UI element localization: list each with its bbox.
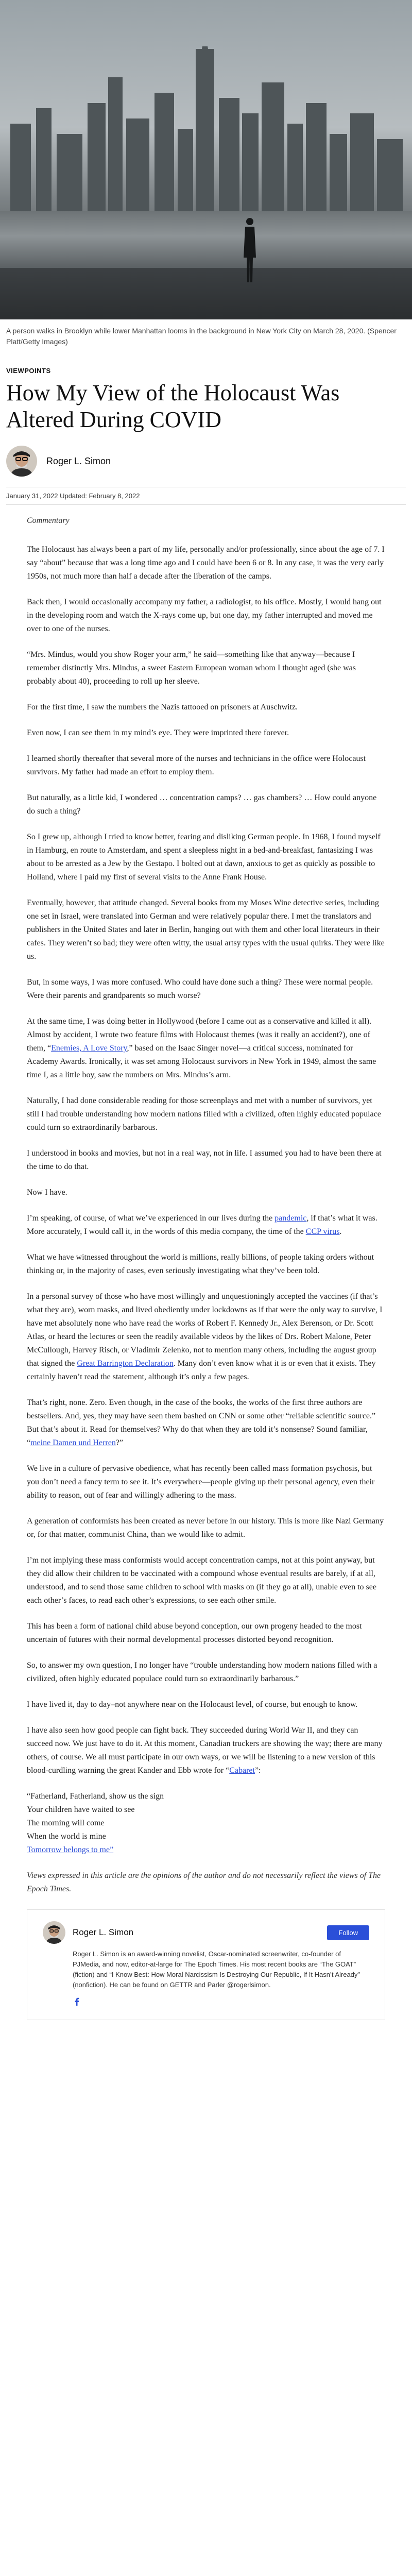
bio-text: Roger L. Simon is an award-winning novelist, Oscar-nominated screenwriter, co-founder of PJMedia, and now, editor-at-large for The Epoch Times. His most recent books are “The GOAT” (fiction) and “I Know Best: How Moral Narcissism Is Destroying Our Republic, If It Hasn’t Already” (nonfiction). He can be found on GETTR and Parler @rogerlsimon. xyxy=(73,1950,360,1989)
publish-dates: January 31, 2022 Updated: February 8, 2022 xyxy=(6,487,406,505)
facebook-icon[interactable] xyxy=(73,1997,81,2006)
author-name[interactable]: Roger L. Simon xyxy=(46,455,111,466)
paragraph: What we have witnessed throughout the world is millions, really billions, of people taking orders without thinking or, in the majority of cases, even seriously investigating what they’ve been told. xyxy=(27,1253,374,1275)
article-body xyxy=(0,505,412,2020)
cabaret-link[interactable]: Cabaret xyxy=(229,1766,255,1775)
paragraph: But, in some ways, I was more confused. Who could have done such a thing? These were normal people. Were their parents and grandparents so much worse? xyxy=(27,978,373,1000)
lyric-line: Your children have waited to see xyxy=(27,1805,135,1814)
lyric-line xyxy=(27,1843,385,1857)
paragraph xyxy=(27,1015,385,1082)
paragraph-text: I’m speaking, of course, of what we’ve experienced in our lives during the xyxy=(27,1214,275,1223)
hero-caption: A person walks in Brooklyn while lower Manhattan looms in the background in New York City on March 28, 2020. (Spencer Platt/Getty Images) xyxy=(6,327,397,346)
bio-identity xyxy=(43,1921,133,1944)
paragraph-text: ?” xyxy=(115,1438,124,1447)
author-avatar[interactable] xyxy=(6,446,37,477)
author-bio-card xyxy=(27,1909,385,2020)
paragraph-text: I have also seen how good people can fight back. They succeeded during World War II, and they can succeed now. We just have to do it. At this moment, Canadian truckers are showing the way; there are many others, of course. We all must participate in our own ways, or we will be listening to a new version of this blood-curdling warning the great Kander and Ebb wrote for “ xyxy=(27,1726,383,1775)
shoreline xyxy=(0,268,412,319)
paragraph: So, to answer my own question, I no longer have “trouble understanding how modern nations filled with a civilized, often highly educated populace could turn so extraordinarily barbarous.” xyxy=(27,1661,377,1683)
follow-button[interactable]: Follow xyxy=(327,1925,369,1940)
paragraph: Even now, I can see them in my mind’s eye. They were imprinted there forever. xyxy=(27,728,289,737)
river xyxy=(0,211,412,273)
paragraph-text: ”: xyxy=(254,1766,261,1775)
article-title: How My View of the Holocaust Was Altered During COVID xyxy=(6,380,340,432)
paragraph: A generation of conformists has been created as never before in our history. This is more like Nazi Germany or, for that matter, communist China, than we would like to admit. xyxy=(27,1517,384,1539)
great-barrington-declaration-link[interactable]: Great Barrington Declaration xyxy=(77,1359,174,1368)
paragraph: Back then, I would occasionally accompany my father, a radiologist, to his office. Mostly, I would hang out in the developing room and watch the X-rays come up, but one day, my father interrupted and moved me over to one of the nurses. xyxy=(27,598,382,633)
section-label[interactable]: VIEWPOINTS xyxy=(6,367,51,375)
song-lyrics xyxy=(27,1790,385,1857)
paragraph: Eventually, however, that attitude changed. Several books from my Moses Wine detective series, including one set in Israel, were translated into German and were relatively popular there. I met the translators and publishers in the United States and later in Berlin, hanging out with them and other local literateurs in their cafes. They weren’t so bad; they were often witty, the usual artsy types with the usual quirks. They were like us. xyxy=(27,899,385,961)
kicker-label: Commentary xyxy=(27,516,70,525)
bio-header xyxy=(43,1921,369,1944)
paragraph: For the first time, I saw the numbers the Nazis tattooed on prisoners at Auschwitz. xyxy=(27,703,298,711)
paragraph-text: . Many don’t even know what it is or even that it exists. They certainly haven’t read the statement, although it’s only a few pages. xyxy=(27,1359,376,1381)
lyric-line: When the world is mine xyxy=(27,1832,106,1841)
pandemic-link[interactable]: pandemic xyxy=(274,1214,307,1223)
manhattan-skyline-icon xyxy=(0,46,412,216)
bio-author-name[interactable]: Roger L. Simon xyxy=(73,1927,134,1937)
paragraph: So I grew up, although I tried to know better, fearing and disliking German people. In 1968, I found myself in Hamburg, en route to Amsterdam, and spent a sleepless night in a bed-and-breakfast, fantasizing I was about to be arrested as a Jew by the Gestapo. I bolted out at dawn, anxious to get as quickly as possible to Holland, where I paid my first of several visits to the Anne Frank House. xyxy=(27,833,381,882)
hero-image xyxy=(0,0,412,319)
paragraph: We live in a culture of pervasive obedience, what has recently been called mass formation psychosis, but you don’t need a fancy term to see it. It’s everywhere—people giving up their personal agency, even their ability to reason, out of fear and willingly adhering to the mass. xyxy=(27,1464,375,1500)
paragraph-text: ,” based on the Isaac Singer novel—a critical success, nominated for Academy Awards. Ironically, it was set among Holocaust survivors in New York in 1949, almost the same time I, as a little boy, saw the numbers on Mrs. Mindus’s arm. xyxy=(27,1044,376,1079)
paragraph xyxy=(27,1290,385,1384)
tomorrow-belongs-to-me-link[interactable]: Tomorrow belongs to me” xyxy=(27,1845,114,1854)
paragraph-text: , if that’s what it was. More accurately, I would call it, in the words of this media company, the time of the xyxy=(27,1214,377,1236)
bio-avatar[interactable] xyxy=(43,1921,65,1944)
paragraph-text: That’s right, none. Zero. Even though, in the case of the books, the works of the first three authors are bestsellers. And, yes, they may have seen them bashed on CNN or some other “reliable scientific source.” But that’s about it. Read for themselves? Why do that when they are told it’s nonsense? Sound familiar, “ xyxy=(27,1398,376,1447)
paragraph: This has been a form of national child abuse beyond conception, our own progeny headed to the most uncertain of futures with their normal developmental processes distorted beyond recognition. xyxy=(27,1622,362,1644)
paragraph: I have lived it, day to day–not anywhere near on the Holocaust level, of course, but enough to know. xyxy=(27,1700,358,1709)
paragraph: “Mrs. Mindus, would you show Roger your arm,” he said—something like that anyway—because I remember distinctly Mrs. Mindus, a sweet Eastern European woman whom I thought aged (she was probably about 40), proceeding to roll up her sleeve. xyxy=(27,650,356,686)
ccp-virus-link[interactable]: CCP virus xyxy=(305,1227,340,1236)
author-portrait-icon xyxy=(43,1921,65,1944)
paragraph: Now I have. xyxy=(27,1188,67,1197)
paragraph: I understood in books and movies, but not in a real way, not in life. I assumed you had to have been there at the time to do that. xyxy=(27,1149,382,1171)
paragraph: Naturally, I had done considerable reading for those screenplays and met with a number of survivors, yet still I had trouble understanding how modern nations filled with a civilized, often highly educated populace could turn so extraordinarily barbarous. xyxy=(27,1096,381,1132)
paragraph: The Holocaust has always been a part of my life, personally and/or professionally, since about the age of 7. I say “about” because that was a long time ago and I could have been 6 or 8. In any case, it was the very early 1950s, not much more than half a decade after the liberation of the camps. xyxy=(27,545,385,581)
paragraph xyxy=(27,1724,385,1777)
paragraph-text: At the same time, I was doing better in Hollywood (before I came out as a conservative and killed it all). Almost by accident, I wrote two feature films with Holocaust themes (was it really an accident?), one of them, “ xyxy=(27,1017,372,1053)
lyric-line: The morning will come xyxy=(27,1819,105,1827)
paragraph: But naturally, as a little kid, I wondered … concentration camps? … gas chambers? … How could anyone do such a thing? xyxy=(27,793,377,816)
author-row xyxy=(0,433,412,487)
paragraph xyxy=(27,1212,385,1239)
lyric-line: “Fatherland, Fatherland, show us the sign xyxy=(27,1792,164,1801)
author-portrait-icon xyxy=(6,446,37,477)
enemies-a-love-story-link[interactable]: Enemies, A Love Story xyxy=(51,1044,127,1053)
meine-damen-und-herren-link[interactable]: meine Damen und Herren xyxy=(30,1438,116,1447)
paragraph-text: . xyxy=(339,1227,342,1236)
paragraph: I learned shortly thereafter that several more of the nurses and technicians in the office were Holocaust survivors. My father had made an effort to employ them. xyxy=(27,754,366,776)
paragraph: I’m not implying these mass conformists would accept concentration camps, not at this point anyway, but they did allow their children to be vaccinated with a compound whose eventual results are barely, if at all, understood, and to send those same children to school with masks on (if they go at all), unable even to see each other’s faces, to read each other’s expressions, to see each other smile. xyxy=(27,1556,376,1605)
opinion-disclaimer: Views expressed in this article are the opinions of the author and do not necessarily reflect the views of The Epoch Times. xyxy=(27,1871,381,1893)
person-silhouette-icon xyxy=(242,216,258,283)
paragraph-text: In a personal survey of those who have most willingly and unquestioningly accepted the vaccines (if that’s what they are), worn masks, and lived obediently under lockdowns as if that were the only way to survive, I have met absolutely none who have read the works of Robert F. Kennedy Jr., Alex Berenson, or Dr. Scott Atlas, or heard the lectures or seen the readily available videos by the likes of Drs. Robert Malone, Peter McCullough, Harvey Risch, or Vladimir Zelenko, not to mention many others, including the august group that signed the xyxy=(27,1292,383,1368)
paragraph xyxy=(27,1396,385,1450)
